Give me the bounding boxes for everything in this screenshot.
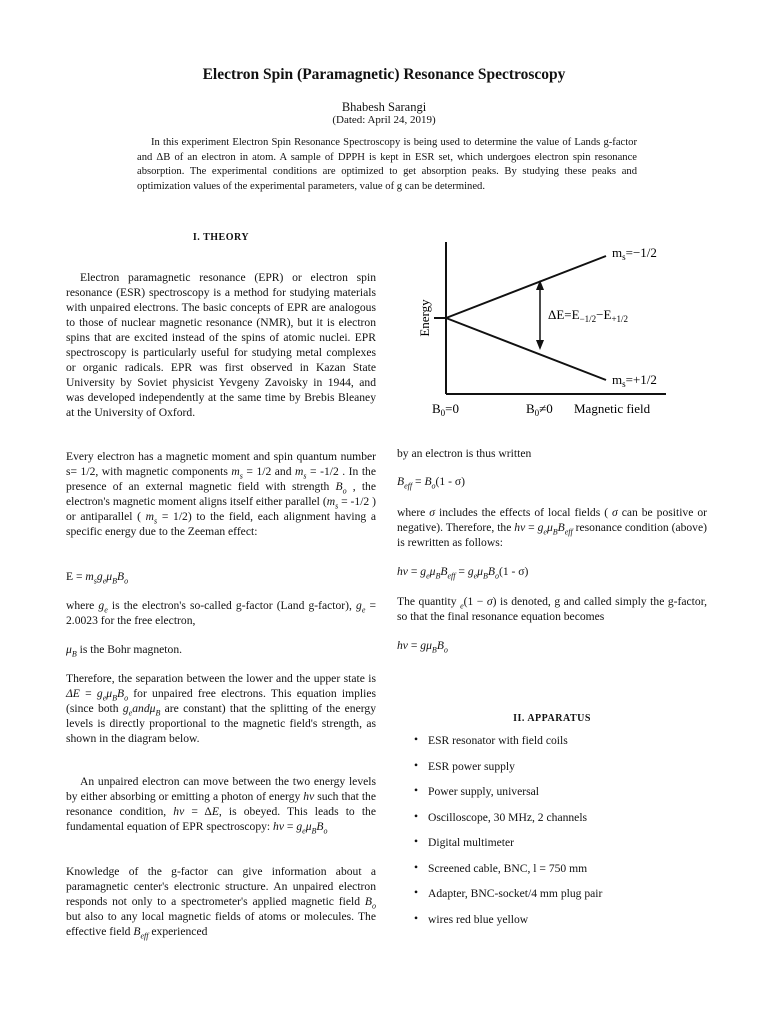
apparatus-item: • wires red blue yellow bbox=[412, 913, 602, 939]
apparatus-item: • Digital multimeter bbox=[412, 836, 602, 862]
b0-nonzero-label: $B_0\ne 0$ bbox=[526, 401, 553, 418]
paper-title: Electron Spin (Paramagnetic) Resonance Spectroscopy bbox=[202, 66, 566, 83]
abstract: In this experiment Electron Spin Resonance Spectroscopy is being used to determine the value of Lands g-factor and ΔB of an electron in atom. A sample of DPPH is kept in ESR set, which undergoes electron spin resonance absorption. The experimental conditions are optimized to get absorption peaks. By studying these peaks and optimization values of the experimental parameters, value of g can be determined. bbox=[137, 137, 637, 192]
theory-paragraph-2: Every electron has a magnetic moment and spin quantum number s= 1/2, with magnetic components $m_s = 1/2$ and $m_s = -1/2$ . In the presence of an external magnetic field with strength $B_o$ , the electron's magnetic moment aligns itself either parallel ($m_s = -1/2$ ) or antiparallel ( $m_s = 1/2$) to the field, each alignment having a specific energy due to the Zeeman effect: bbox=[66, 450, 377, 538]
apparatus-item: • Power supply, universal bbox=[412, 785, 602, 811]
apparatus-item: • Adapter, BNC-socket/4 mm plug pair bbox=[412, 887, 602, 913]
theory-paragraph-3: where $g_e$ is the electron's so-called g-factor (Land g-factor), $g_e = 2.0023$ for the free electron, bbox=[66, 599, 377, 627]
theory-paragraph-6: An unpaired electron can move between the two energy levels by either absorbing or emitting a photon of energy hν such that the resonance condition, hν = ΔE, is obeyed. This leads to the fundamental equation of EPR spectroscopy: $h\nu = g_e\mu_BB_o$ bbox=[66, 775, 376, 836]
right-paragraph-2: where σ includes the effects of local fields ( σ can be positive or negative). Therefore, the $h\nu = g_e\mu_BB_{eff}$ resonance condition (above) is rewritten as follows: bbox=[397, 506, 707, 549]
theory-paragraph-7: Knowledge of the g-factor can give information about a paramagnetic center's electronic structure. An unpaired electron responds not only to a spectrometer's applied magnetic field $B_o$ but also to any local magnetic fields of atoms or molecules. The effective field $B_{eff}$ experienced bbox=[66, 865, 376, 941]
section-heading-apparatus: II. APPARATUS bbox=[513, 713, 591, 724]
author-name: Bhabesh Sarangi bbox=[341, 100, 427, 114]
theory-paragraph-5: Therefore, the separation between the lower and the upper state is $\Delta E = g_e\mu_BB_o$ for unpaired free electrons. This equation implies (since both $g_eand\mu_B$ are constant) that the splitting of the energy levels is directly proportional to the magnetic field's strength, as shown in the diagram below. bbox=[66, 672, 376, 745]
right-paragraph-3: The quantity $_e$(1 − σ) is denoted, g and called simply the g-factor, so that the final resonance equation becomes bbox=[397, 595, 707, 623]
lower-level-label: $m_s=+1/2$ bbox=[612, 372, 657, 389]
upper-level-label: $m_s=-1/2$ bbox=[612, 245, 657, 262]
equation-resonance-condition: $h\nu = g_e\mu_BB_{eff} = g_e\mu_BB_o(1 - \sigma)$ bbox=[397, 565, 529, 581]
equation-effective-field: $B_{eff} = B_o(1 - \sigma)$ bbox=[397, 475, 465, 491]
zeeman-splitting-diagram bbox=[412, 236, 702, 420]
paper-date: (Dated: April 24, 2019) bbox=[332, 114, 436, 126]
equation-final-resonance: $h\nu = g\mu_BB_o$ bbox=[397, 639, 448, 655]
theory-paragraph-1: Electron paramagnetic resonance (EPR) or electron spin resonance (ESR) spectroscopy is a method for studying materials with unpaired electrons. The basic concepts of EPR are analogous to those of nuclear magnetic resonance (NMR), but it is electron spins that are excited instead of the spins of atomic nuclei. EPR spectroscopy is particularly useful for studying metal complexes or organic radicals. EPR was first observed in Kazan State University by Soviet physicist Yevgeny Zavoisky in 1944, and was developed independently at the same time by Brebis Bleaney at the University of Oxford. bbox=[66, 271, 376, 419]
right-paragraph-1: by an electron is thus written bbox=[397, 447, 532, 460]
apparatus-item: • ESR resonator with field coils bbox=[412, 734, 602, 760]
delta-e-label: $\Delta E=E_{-1/2}-E_{+1/2}$ bbox=[548, 307, 629, 324]
lower-level-line bbox=[446, 318, 606, 380]
b0-zero-label: $B_0=0$ bbox=[432, 401, 460, 418]
apparatus-list bbox=[412, 734, 602, 938]
apparatus-item: • Screened cable, BNC, l = 750 mm bbox=[412, 862, 602, 888]
theory-paragraph-4: $\mu_B$ is the Bohr magneton. bbox=[66, 643, 183, 659]
energy-axis-label: Energy bbox=[417, 299, 432, 337]
delta-e-arrowhead-down bbox=[536, 340, 544, 350]
field-axis-label: Magnetic field bbox=[574, 401, 651, 416]
upper-level-line bbox=[446, 256, 606, 318]
section-heading-theory: I. THEORY bbox=[192, 232, 250, 243]
apparatus-item: • ESR power supply bbox=[412, 760, 602, 786]
apparatus-item: • Oscilloscope, 30 MHz, 2 channels bbox=[412, 811, 602, 837]
equation-energy: $E = m_sg_e\mu_BB_o$ bbox=[66, 570, 129, 586]
